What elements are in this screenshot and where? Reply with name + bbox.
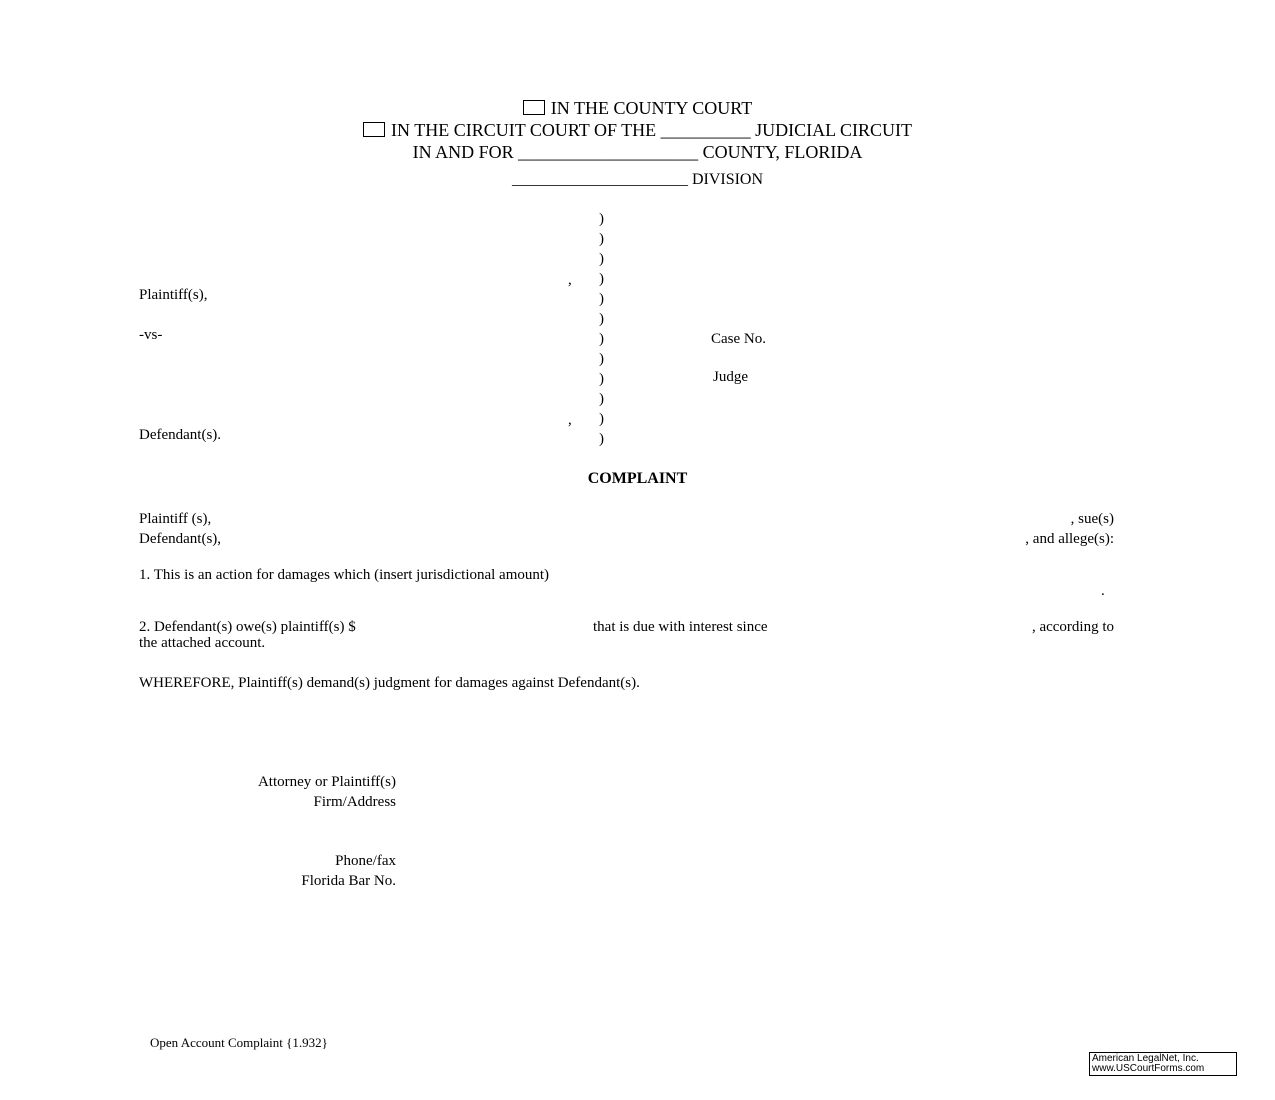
caption-paren: ): [599, 431, 604, 447]
caption-paren: ): [599, 251, 604, 267]
circuit-court-checkbox[interactable]: [363, 122, 385, 137]
document-title: COMPLAINT: [587, 470, 688, 487]
division-line: ______________________ DIVISION: [511, 171, 764, 188]
stamp-line-1: American LegalNet, Inc.: [1092, 1053, 1199, 1064]
sues-text: , sue(s): [1070, 511, 1114, 527]
wherefore-clause: WHEREFORE, Plaintiff(s) demand(s) judgment for damages against Defendant(s).: [139, 675, 640, 691]
paragraph-2-end: , according to: [1031, 619, 1114, 635]
form-name: Open Account Complaint {1.932}: [150, 1035, 328, 1050]
county-court-checkbox[interactable]: [523, 100, 545, 115]
caption-paren: ): [599, 371, 604, 387]
paragraph-1: 1. This is an action for damages which (insert jurisdictional amount): [139, 567, 550, 583]
judge-label: Judge: [713, 369, 748, 385]
caption-paren: ): [599, 291, 604, 307]
caption-paren: ): [599, 231, 604, 247]
florida-bar-label: Florida Bar No.: [301, 873, 396, 889]
caption-paren: ): [599, 351, 604, 367]
caption-paren: ): [599, 331, 604, 347]
caption-paren: ): [599, 391, 604, 407]
paragraph-2-mid: that is due with interest since: [593, 619, 768, 635]
firm-address-label: Firm/Address: [313, 794, 396, 810]
caption-paren: ): [599, 271, 604, 287]
alleges-text: , and allege(s):: [1025, 531, 1114, 547]
publisher-stamp: [1089, 1052, 1237, 1076]
county-court-line: [0, 98, 1275, 119]
county-court-label: IN THE COUNTY COURT: [550, 98, 753, 118]
caption-paren: ): [599, 411, 604, 427]
caption-vs: -vs-: [139, 327, 163, 343]
in-and-for-line: IN AND FOR ____________________ COUNTY, FLORIDA: [412, 142, 863, 162]
caption-defendants: Defendant(s).: [139, 427, 222, 443]
caption-paren: ): [599, 211, 604, 227]
phone-fax-label: Phone/fax: [335, 853, 396, 869]
attorney-label: Attorney or Plaintiff(s): [257, 774, 396, 790]
defendant-label: Defendant(s),: [139, 531, 222, 547]
circuit-court-label: IN THE CIRCUIT COURT OF THE __________ JUDICIAL CIRCUIT: [391, 120, 912, 140]
paragraph-1-end: .: [1101, 583, 1105, 599]
circuit-court-line: [0, 120, 1275, 141]
paragraph-2-line2: the attached account.: [139, 635, 266, 651]
defendant-comma: ,: [568, 412, 572, 428]
case-number-label: Case No.: [711, 331, 766, 347]
caption-paren: ): [599, 311, 604, 327]
plaintiff-comma: ,: [568, 272, 572, 288]
paragraph-2-start: 2. Defendant(s) owe(s) plaintiff(s) $: [139, 619, 356, 635]
plaintiff-label: Plaintiff (s),: [139, 511, 212, 527]
caption-plaintiffs: Plaintiff(s),: [139, 287, 208, 303]
stamp-line-2: www.USCourtForms.com: [1092, 1063, 1205, 1074]
